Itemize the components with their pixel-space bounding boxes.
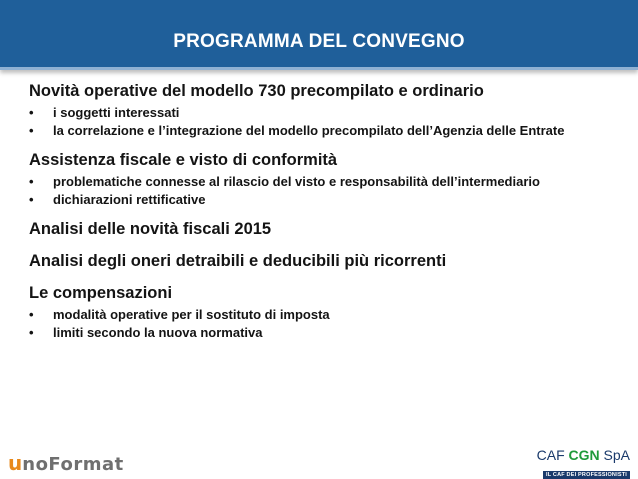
section bbox=[29, 282, 614, 341]
cgn-text: CGN bbox=[568, 447, 600, 463]
section-title: Le compensazioni bbox=[29, 284, 173, 302]
bullet-icon: • bbox=[29, 174, 34, 189]
section bbox=[29, 250, 614, 272]
bullet-text: dichiarazioni rettificative bbox=[53, 192, 206, 207]
caf-tagline: IL CAF DEI PROFESSIONISTI bbox=[543, 471, 630, 479]
section bbox=[29, 218, 614, 240]
list-item bbox=[29, 324, 614, 341]
bullet-icon: • bbox=[29, 123, 34, 138]
bullet-icon: • bbox=[29, 105, 34, 120]
list-item bbox=[29, 104, 614, 121]
bullet-list bbox=[29, 306, 614, 341]
section bbox=[29, 80, 614, 139]
bullet-text: limiti secondo la nuova normativa bbox=[53, 325, 263, 340]
bullet-text: problematiche connesse al rilascio del visto e responsabilità dell’intermediario bbox=[53, 174, 540, 189]
section-title: Analisi degli oneri detraibili e deducibili più ricorrenti bbox=[29, 252, 447, 270]
caf-cgn-wordmark bbox=[535, 448, 630, 463]
bullet-icon: • bbox=[29, 307, 34, 322]
unoformat-logo bbox=[8, 451, 124, 475]
section-title: Assistenza fiscale e visto di conformità bbox=[29, 151, 338, 169]
bullet-list bbox=[29, 173, 614, 208]
logo-rest: noFormat bbox=[22, 454, 124, 475]
section-title: Analisi delle novità fiscali 2015 bbox=[29, 220, 272, 238]
bullet-text: la correlazione e l’integrazione del modello precompilato dell’Agenzia delle Entrate bbox=[53, 123, 565, 138]
caf-cgn-logo bbox=[535, 448, 630, 476]
section-title: Novità operative del modello 730 precompilato e ordinario bbox=[29, 82, 484, 100]
logo-u: u bbox=[8, 451, 23, 475]
header-banner bbox=[0, 0, 638, 70]
list-item bbox=[29, 122, 614, 139]
spa-text: SpA bbox=[599, 447, 630, 463]
bullet-icon: • bbox=[29, 325, 34, 340]
program-content bbox=[29, 80, 614, 351]
caf-text: CAF bbox=[536, 447, 569, 463]
section bbox=[29, 149, 614, 208]
bullet-icon: • bbox=[29, 192, 34, 207]
list-item bbox=[29, 173, 614, 190]
list-item bbox=[29, 191, 614, 208]
bullet-list bbox=[29, 104, 614, 139]
bullet-text: i soggetti interessati bbox=[53, 105, 180, 120]
page-title: PROGRAMMA DEL CONVEGNO bbox=[173, 31, 465, 52]
list-item bbox=[29, 306, 614, 323]
bullet-text: modalità operative per il sostituto di imposta bbox=[53, 307, 330, 322]
